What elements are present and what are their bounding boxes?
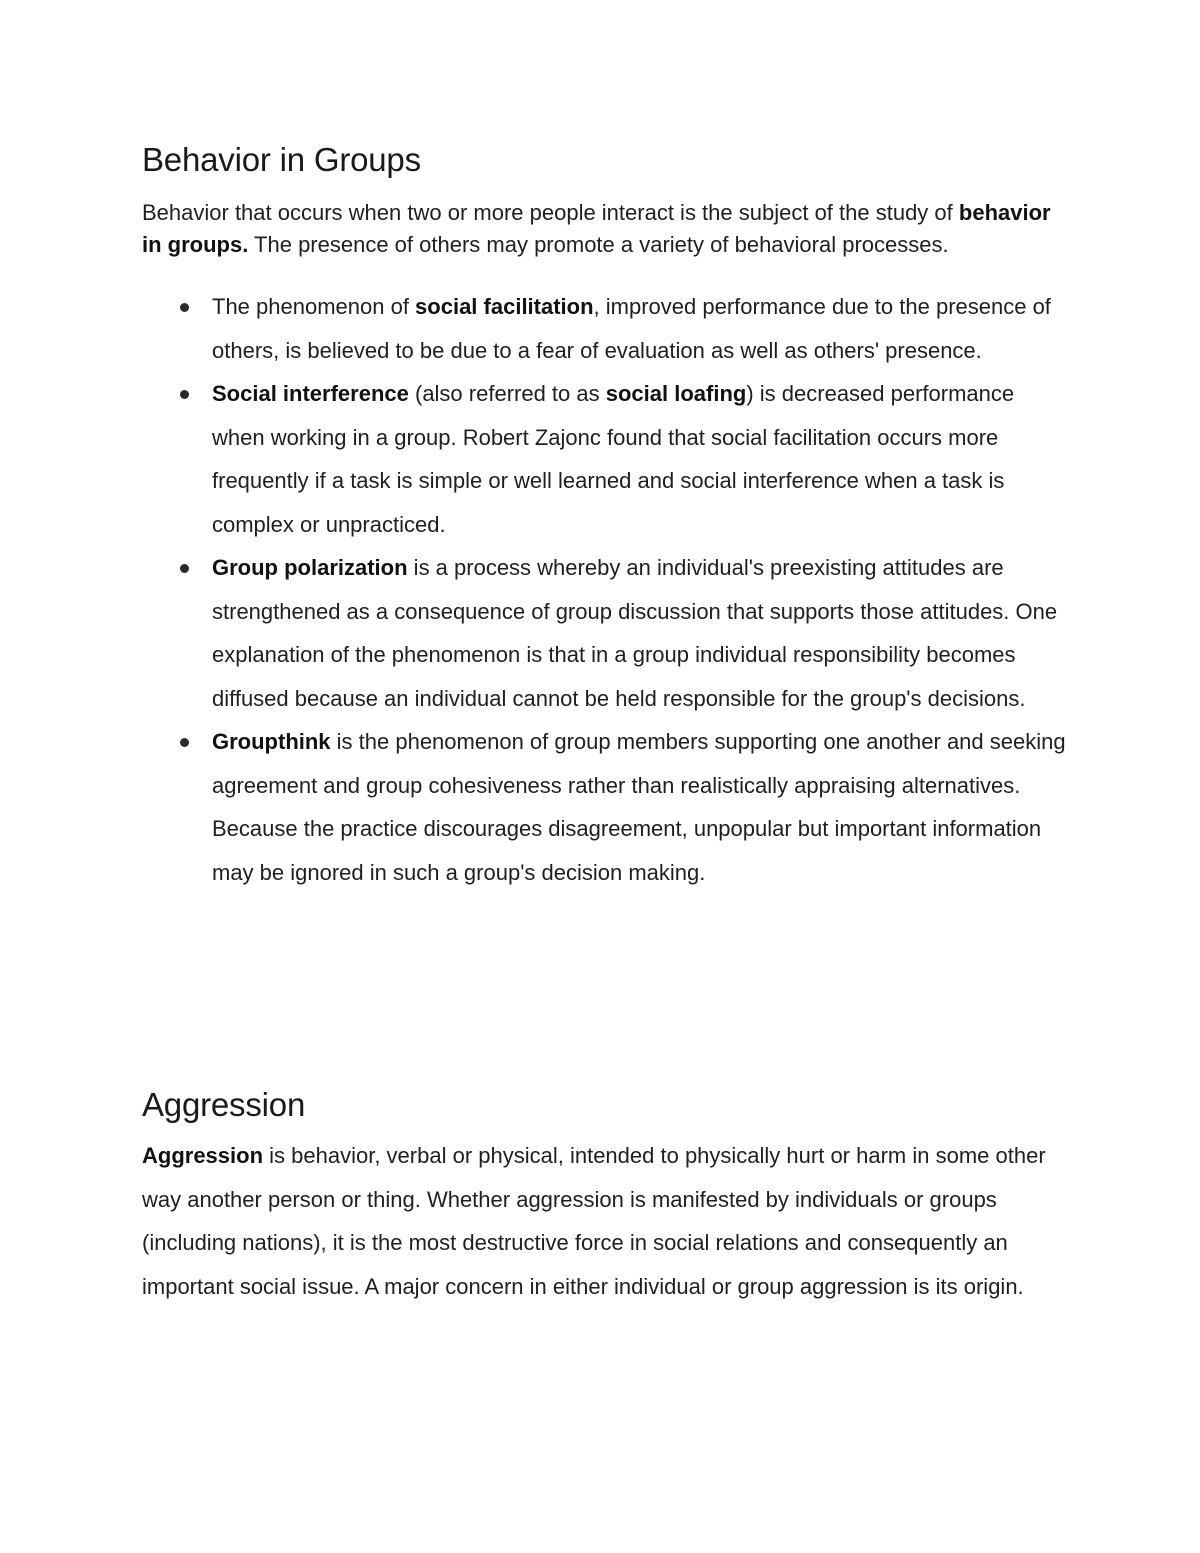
list-item-term: Groupthink: [212, 729, 331, 754]
list-item-text: is the phenomenon of group members supporting one another and seeking agreement and group cohesiveness rather than realistically appraising alternatives. Because the practice discourages disagreement, unpopular but important information may be ignored in such a group's decision making.: [212, 729, 1066, 885]
list-item-social-interference: [142, 372, 1067, 546]
list-item-text: ) is decreased performance when working in a group. Robert Zajonc found that social facilitation occurs more frequently if a task is simple or well learned and social interference when a task is complex or unpracticed.: [212, 381, 1015, 537]
list-item-text: (also referred to as: [408, 381, 606, 406]
aggression-text: is behavior, verbal or physical, intended to physically hurt or harm in some other way another person or thing. Whether aggression is manifested by individuals or groups (including nations), it is the most destructive force in social relations and consequently an important social issue. A major concern in either individual or group aggression is its origin.: [142, 1143, 1046, 1299]
section-heading-aggression: Aggression: [142, 1086, 306, 1123]
intro-text-2: The presence of others may promote a variety of behavioral processes.: [248, 231, 949, 257]
section-heading-behavior-in-groups: Behavior in Groups: [142, 141, 421, 178]
list-item-groupthink: [142, 720, 1067, 894]
aggression-bold-term: Aggression: [142, 1143, 264, 1168]
intro-text-1: Behavior that occurs when two or more people interact is the subject of the study of: [142, 200, 959, 225]
list-item-group-polarization: [142, 546, 1067, 720]
intro-paragraph: [142, 197, 1067, 260]
list-item-term: Group polarization: [212, 555, 408, 580]
bullet-dot-icon: [180, 564, 189, 573]
intro-bold-term: behavior in groups.: [142, 200, 1051, 257]
bullet-list: [142, 285, 1067, 894]
list-item-text: is a process whereby an individual's preexisting attitudes are strengthened as a consequence of group discussion that supports those attitudes. One explanation of the phenomenon is that in a group individual responsibility becomes diffused because an individual cannot be held responsible for the group's decisions.: [212, 555, 1058, 711]
list-item-social-facilitation: [142, 285, 1067, 372]
aggression-paragraph: [142, 1134, 1067, 1308]
bullet-dot-icon: [180, 390, 189, 399]
list-item-term: social loafing: [605, 381, 747, 406]
list-item-text: , improved performance due to the presence of others, is believed to be due to a fear of evaluation as well as others' presence.: [212, 294, 1051, 363]
bullet-dot-icon: [180, 738, 189, 747]
bullet-dot-icon: [180, 303, 189, 312]
list-item-term: social facilitation: [415, 294, 594, 319]
list-item-text: The phenomenon of: [212, 294, 416, 319]
list-item-term: Social interference: [212, 381, 409, 406]
